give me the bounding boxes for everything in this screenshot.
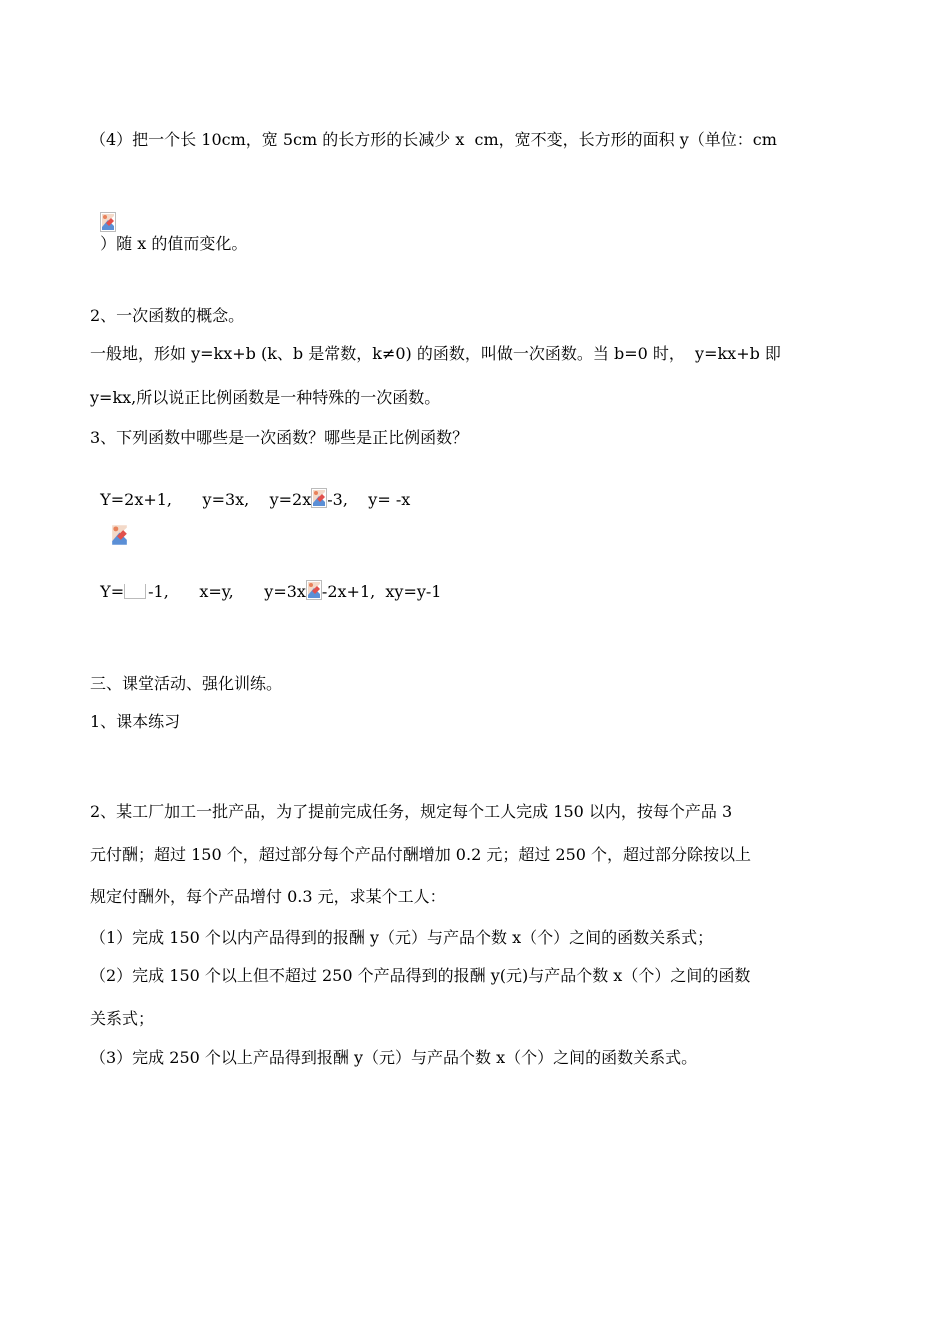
part3-sub3: （3）完成 250 个以上产品得到报酬 y（元）与产品个数 x（个）之间的函数关系式。 [90,1048,698,1067]
definition-line2: y=kx,所以说正比例函数是一种特殊的一次函数。 [90,388,441,407]
part3-item2-line2: 元付酬；超过 150 个，超过部分每个产品付酬增加 0.2 元；超过 250 个，超过部分除按以上 [90,845,752,864]
q4-line2 [90,192,247,254]
section3-heading: 3、下列函数中哪些是一次函数？哪些是正比例函数？ [90,428,469,447]
definition-line1: 一般地，形如 y=kx+b (k、b 是常数，k≠0) 的函数，叫做一次函数。当 b=0 时， y=kx+b 即 [90,344,781,363]
part3-sub2-line1: （2）完成 150 个以上但不超过 250 个产品得到的报酬 y(元)与产品个数 x（个）之间的函数 [90,966,751,985]
functions-row1 [90,468,410,510]
broken-image-icon [110,524,129,546]
fraction-placeholder [124,584,146,599]
functions-row1-part-b: -3, y= -x [327,490,411,509]
part3-sub1: （1）完成 150 个以内产品得到的报酬 y（元）与产品个数 x（个）之间的函数关系式； [90,928,714,947]
functions-row2-part-a: Y= [100,582,125,601]
part3-item2-line1: 2、某工厂加工一批产品，为了提前完成任务，规定每个工人完成 150 以内，按每个产品 3 [90,802,733,821]
functions-row2-part-c: -2x+1, xy=y-1 [321,582,442,601]
section2-heading: 2、一次函数的概念。 [90,306,245,325]
broken-image-icon [100,212,116,232]
broken-image-icon [306,580,322,600]
functions-row2-part-b: -1, x=y, y=3x [148,582,306,601]
part3-item2-line3: 规定付酬外，每个产品增付 0.3 元，求某个工人： [90,887,446,906]
part3-item1: 1、课本练习 [90,712,181,731]
q4-line1: （4）把一个长 10cm，宽 5cm 的长方形的长减少 x cm，宽不变，长方形的面积 y（单位：cm [90,130,777,149]
broken-image-icon [311,488,327,508]
functions-row2 [90,560,441,602]
part3-heading: 三、课堂活动、强化训练。 [90,674,283,693]
part3-sub2-line2: 关系式； [90,1009,155,1028]
q4-line2-text: ）随 x 的值而变化。 [100,234,248,253]
functions-row1-part-a: Y=2x+1, y=3x, y=2x [100,490,312,509]
